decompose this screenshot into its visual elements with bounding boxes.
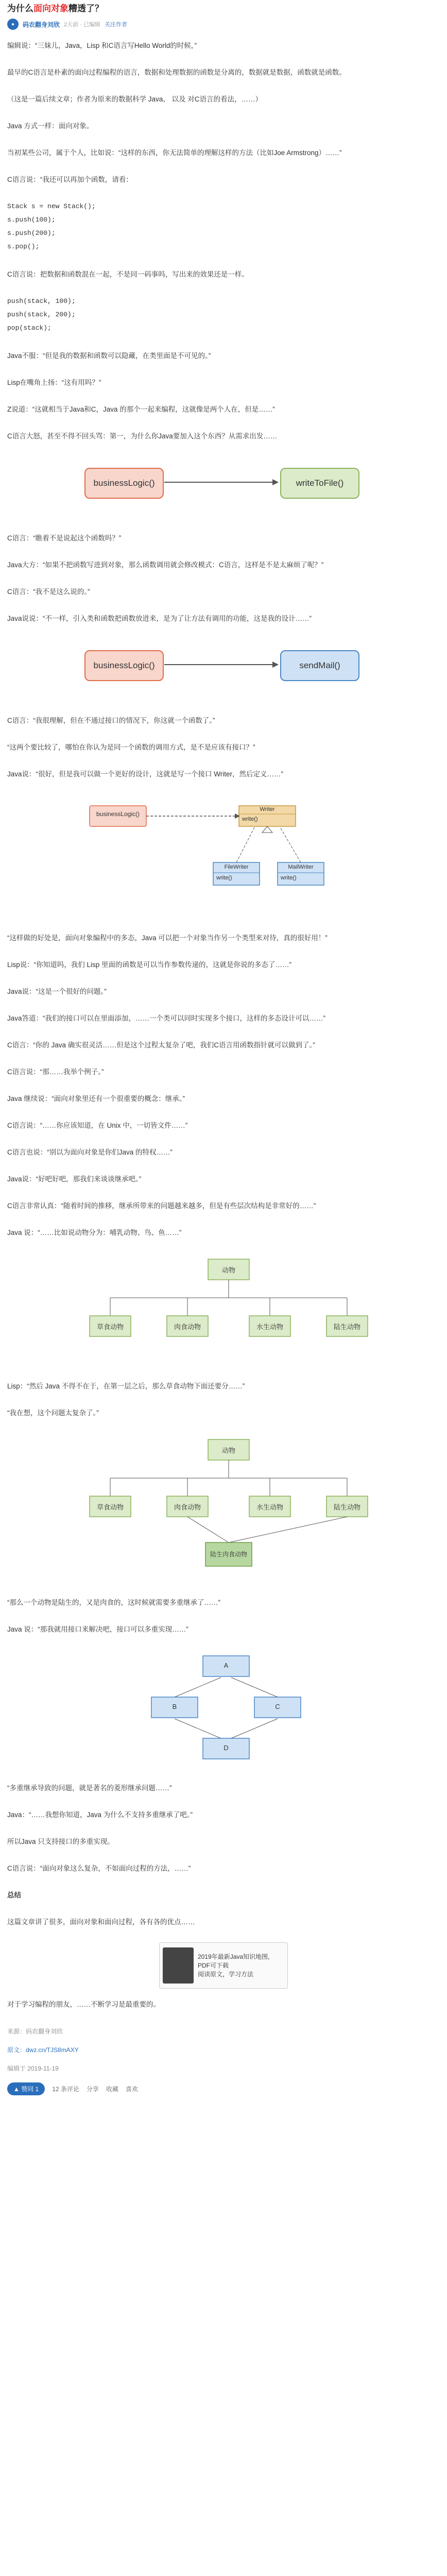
paragraph: C语言：“我不是这么说的。” <box>7 588 90 596</box>
title-text: 为什么 <box>7 4 33 13</box>
article-title <box>7 3 440 14</box>
paragraph: Java说：“很好，但是我可以做一个更好的设计，这就是写一个接口 Writer，然后定义……” <box>7 770 284 778</box>
paragraph: Lisp在嘴角上扬：“这有用吗？” <box>7 379 101 386</box>
paragraph: “我在想，这个问题太复杂了。” <box>7 1409 99 1417</box>
paragraph: 所以Java 只支持接口的多重实现。 <box>7 1838 114 1845</box>
follow-button[interactable]: 关注作者 <box>104 22 127 28</box>
paragraph: Java说：“这是一个很好的问题。” <box>7 988 107 995</box>
tree-node: 陆生动物 <box>333 1503 360 1511</box>
paragraph: （这是一篇后续文章；作者为原来的数据科学 Java、 以及 对C语言的看法，……） <box>7 95 263 103</box>
tree-node-grandchild: 陆生肉食动物 <box>210 1551 247 1558</box>
tree-node-root: 动物 <box>221 1447 235 1454</box>
diamond-node: C <box>275 1703 280 1710</box>
paragraph: Z说道：“这就相当于Java和C，Java 的那个一起来编程，这就像是两个人在，但是……” <box>7 405 275 413</box>
banner-thumbnail <box>163 1947 194 1984</box>
paragraph: Lisp：“然后 Java 不得不在于，在第一层之后，那么草食动物下面还要分……” <box>7 1382 245 1390</box>
diagram-label-mail-writer-method: write() <box>281 875 297 881</box>
paragraph: “这两个要比较了，哪怕在你认为是同一个函数的调用方式，是不是应该有接口？” <box>7 743 255 751</box>
code-block: Stack s = new Stack(); s.push(100); s.push(200); s.pop(); <box>7 202 96 250</box>
paragraph: Java 说：“那我就用接口来解决吧，接口可以多重实现……” <box>7 1625 188 1633</box>
title-end: 糟透了？ <box>68 4 104 13</box>
diagram-label-mail-writer: MailWriter <box>288 864 314 870</box>
author-avatar[interactable]: ● <box>7 19 19 30</box>
tree-node-root: 动物 <box>221 1266 235 1274</box>
diagram-box-send-mail: sendMail() <box>280 650 359 681</box>
paragraph: Java 方式一样：面向对象。 <box>7 122 94 130</box>
section-heading: 总结 <box>7 1891 21 1899</box>
share-button[interactable]: 分享 <box>86 2086 99 2093</box>
diagram-box-write-to-file: writeToFile() <box>280 468 359 499</box>
diagram-animal-tree-extended <box>7 1434 440 1579</box>
paragraph: 当初某些公司，属于个人，比如说：“这样的东西，你无法简单的理解这样的方法（比如Joe Armstrong）……” <box>7 149 342 157</box>
paragraph: Java说说：“不一样，引入类和函数把函数放进来，是为了让方法有调用的功能，这是我的设计……” <box>7 615 312 622</box>
paragraph: Java：“……我想你知道，Java 为什么不支持多重继承了吧。” <box>7 1811 193 1819</box>
paragraph: Lisp说：“你知道吗，我们 Lisp 里面的函数是可以当作参数传递的，这就是你说的多态了……” <box>7 961 292 969</box>
upvote-button[interactable]: ▲ 赞同 1 <box>7 2082 45 2095</box>
title-highlight: 面向对象 <box>33 4 68 13</box>
promo-banner[interactable] <box>159 1942 288 1989</box>
diamond-node: A <box>224 1662 229 1669</box>
diagram-label-writer-method: write() <box>242 816 258 822</box>
tree-node: 水生动物 <box>256 1503 283 1511</box>
paragraph: C语言也说：“别以为面向对象是你们Java 的特权……” <box>7 1148 173 1156</box>
diagram-writer-interface <box>7 795 440 914</box>
diagram-box-business-logic: businessLogic() <box>84 468 164 499</box>
tree-node: 水生动物 <box>256 1323 283 1331</box>
paragraph: Java答道：“我们的接口可以在里面添加，……一个类可以同时实现多个接口，这样的多态设计可以……” <box>7 1014 326 1022</box>
paragraph: “多重继承导致的问题，就是著名的菱形继承问题……” <box>7 1784 172 1792</box>
paragraph: “那么一个动物是陆生的，又是肉食的，这时候就需要多重继承了……” <box>7 1599 220 1606</box>
paragraph: 这篇文章讲了很多，面向对象和面向过程，各有各的优点…… <box>7 1918 195 1926</box>
diagram-label-writer: Writer <box>260 806 275 812</box>
diamond-node: B <box>172 1703 177 1710</box>
paragraph: C语言说：“面向对象这么复杂，不如面向过程的方法，……” <box>7 1865 191 1872</box>
source-link[interactable]: 原文：dwz.cn/TJS8mAXY <box>7 2046 79 2054</box>
diagram-label-file-writer: FileWriter <box>224 864 249 870</box>
banner-line: 2019年最新Java知识地图，PDF可下载 <box>198 1953 274 1969</box>
paragraph: Java 说：“……比如说动物分为：哺乳动物、鸟、鱼……” <box>7 1229 182 1236</box>
favorite-button[interactable]: 收藏 <box>106 2086 118 2093</box>
intro-paragraph: 编辑说：“三妹儿，Java，Lisp 和C语言写Hello World的时候，” <box>7 42 197 49</box>
banner-line: 阅读原文，学习方法 <box>198 1970 254 1978</box>
comments-button[interactable]: 12 条评论 <box>52 2086 79 2093</box>
diagram-label-file-writer-method: write() <box>216 875 232 881</box>
code-block: push(stack, 100); push(stack, 200); pop(stack); <box>7 297 76 332</box>
paragraph: Java说：“好吧好吧，那我们来谈谈继承吧。” <box>7 1175 142 1183</box>
tree-node: 肉食动物 <box>174 1323 201 1331</box>
paragraph: C语言：“我很理解，但在不通过接口的情况下，你这就一个函数了。” <box>7 717 215 724</box>
paragraph: C语言：“瞧着不是说起这个函数吗？” <box>7 534 122 542</box>
banner-text <box>198 1953 284 1979</box>
paragraph: Java不服：“但是我的数据和函数可以隐藏，在类里面是不可见的。” <box>7 352 211 360</box>
diagram-animal-tree <box>7 1254 440 1362</box>
arrow-icon <box>7 457 447 514</box>
paragraph: C语言说：“那……我举个例子。” <box>7 1068 104 1076</box>
author-name[interactable]: 码农翻身刘欣 <box>23 21 60 28</box>
action-toolbar <box>0 2082 447 2095</box>
paragraph: C语言非常认真：“随着时间的推移，继承所带来的问题越来越多，但是有些层次结构是非常好的……” <box>7 1202 316 1210</box>
diagram-box-business-logic: businessLogic() <box>84 650 164 681</box>
paragraph: “这样做的好处是，面向对象编程中的多态，Java 可以把一个对象当作另一个类型来对待，真的很好用！” <box>7 934 328 942</box>
source-label: 来源：码农翻身刘欣 <box>7 2028 63 2035</box>
tree-node: 草食动物 <box>96 1503 124 1511</box>
author-meta: 2天前 · 已编辑 <box>64 22 100 28</box>
paragraph: Java 继续说：“面向对象里还有一个很重要的概念：继承。” <box>7 1095 185 1103</box>
paragraph: C语言说：“我还可以再加个函数，请看： <box>7 176 133 183</box>
page <box>0 3 447 2095</box>
edit-date: 编辑于 2019-11-19 <box>7 2065 59 2072</box>
paragraph: Java大方：“如果不把函数写进到对象，那么函数调用就会修改模式：C语言，这样是不是太麻烦了呢？” <box>7 561 324 569</box>
diagram-send-mail <box>7 640 440 697</box>
thanks-button[interactable]: 喜欢 <box>125 2086 138 2093</box>
class-diagram <box>7 795 447 914</box>
diagram-label-business-logic: businessLogic() <box>96 810 140 818</box>
diamond-node: D <box>224 1744 229 1752</box>
paragraph: C语言：“你的 Java 确实很灵活……但是这个过程太复杂了吧，我们C语言用函数指针就可以做到了。” <box>7 1041 315 1049</box>
paragraph: C语言大怒，甚至不得不回头骂：第一，为什么你Java要加入这个东西？从需求出发…… <box>7 432 278 440</box>
paragraph: C语言说：把数据和函数混在一起，不是同一码事吗，写出来的效果还是一样。 <box>7 270 249 278</box>
diagram-write-to-file <box>7 457 440 514</box>
author-row <box>7 19 440 30</box>
tree-node: 肉食动物 <box>174 1503 201 1511</box>
arrow-icon <box>7 640 447 697</box>
paragraph: C语言说：“……你应该知道，在 Unix 中，一切皆文件……” <box>7 1122 188 1129</box>
paragraph: 最早的C语言是朴素的面向过程编程的语言，数据和处理数据的函数是分离的，数据就是数据，函数就是函数。 <box>7 69 346 76</box>
tree-node: 草食动物 <box>96 1323 124 1331</box>
diagram-diamond-inheritance <box>7 1651 440 1764</box>
article <box>0 3 447 2075</box>
tree-node: 陆生动物 <box>333 1323 360 1331</box>
paragraph: 对于学习编程的朋友，……不断学习是最重要的。 <box>7 2001 160 2008</box>
